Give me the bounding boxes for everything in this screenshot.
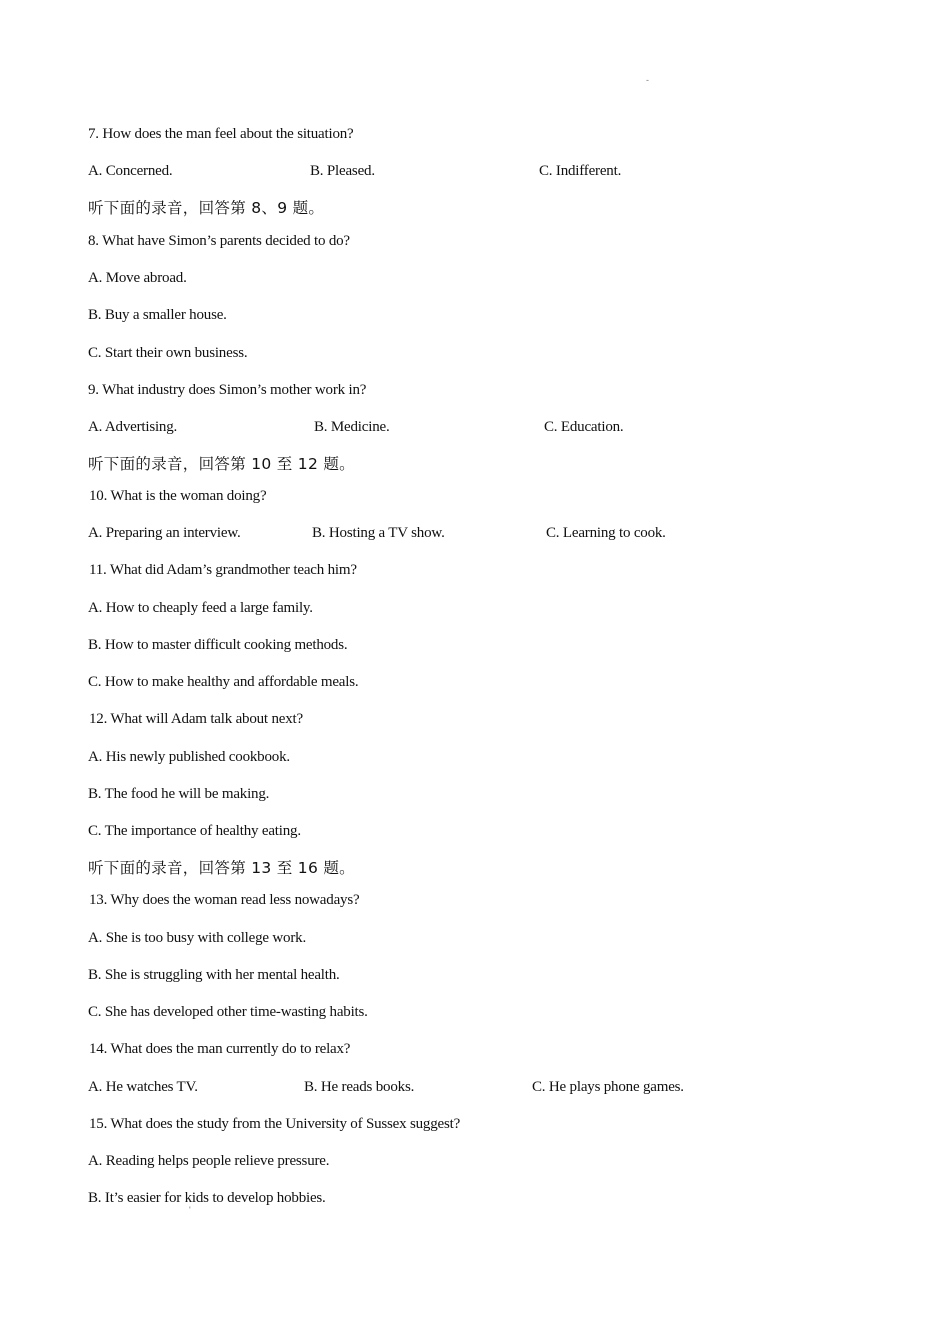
question-10: 10. What is the woman doing? [89, 488, 267, 504]
question-10-options [88, 523, 788, 543]
option-7c: C. Indifferent. [539, 163, 622, 179]
option-13b: B. She is struggling with her mental health. [88, 967, 340, 983]
option-14b: B. He reads books. [304, 1079, 415, 1095]
option-11b: B. How to master difficult cooking methods. [88, 637, 348, 653]
option-13a: A. She is too busy with college work. [88, 930, 306, 946]
option-8c: C. Start their own business. [88, 345, 248, 361]
option-14a: A. He watches TV. [88, 1079, 198, 1095]
question-14-options [88, 1077, 788, 1097]
option-15b: B. It’s easier for kids to develop hobbies. [88, 1190, 326, 1206]
option-10c: C. Learning to cook. [546, 525, 666, 541]
question-7: 7. How does the man feel about the situation? [88, 126, 354, 142]
question-12: 12. What will Adam talk about next? [89, 711, 303, 727]
question-9-options [88, 417, 788, 437]
top-mark: - [646, 75, 649, 85]
bottom-mark: ' [189, 1205, 191, 1215]
section-heading-13-16: 听下面的录音，回答第 13 至 16 题。 [88, 859, 355, 877]
option-14c: C. He plays phone games. [532, 1079, 684, 1095]
option-9c: C. Education. [544, 419, 624, 435]
option-15a: A. Reading helps people relieve pressure. [88, 1153, 330, 1169]
option-12b: B. The food he will be making. [88, 786, 270, 802]
question-7-options [88, 161, 788, 181]
question-8: 8. What have Simon’s parents decided to do? [88, 233, 350, 249]
option-11c: C. How to make healthy and affordable meals. [88, 674, 359, 690]
section-heading-8-9: 听下面的录音，回答第 8、9 题。 [88, 199, 325, 217]
option-12c: C. The importance of healthy eating. [88, 823, 301, 839]
option-8b: B. Buy a smaller house. [88, 307, 227, 323]
question-9: 9. What industry does Simon’s mother work in? [88, 382, 367, 398]
option-7b: B. Pleased. [310, 163, 375, 179]
question-13: 13. Why does the woman read less nowadays? [89, 892, 360, 908]
option-12a: A. His newly published cookbook. [88, 749, 290, 765]
option-10a: A. Preparing an interview. [88, 525, 241, 541]
question-14: 14. What does the man currently do to relax? [89, 1041, 351, 1057]
question-11: 11. What did Adam’s grandmother teach him? [89, 562, 357, 578]
option-13c: C. She has developed other time-wasting habits. [88, 1004, 368, 1020]
option-11a: A. How to cheaply feed a large family. [88, 600, 313, 616]
option-7a: A. Concerned. [88, 163, 173, 179]
section-heading-10-12: 听下面的录音，回答第 10 至 12 题。 [88, 455, 355, 473]
option-9a: A. Advertising. [88, 419, 178, 435]
question-15: 15. What does the study from the University of Sussex suggest? [89, 1116, 461, 1132]
option-8a: A. Move abroad. [88, 270, 187, 286]
option-10b: B. Hosting a TV show. [312, 525, 445, 541]
option-9b: B. Medicine. [314, 419, 390, 435]
